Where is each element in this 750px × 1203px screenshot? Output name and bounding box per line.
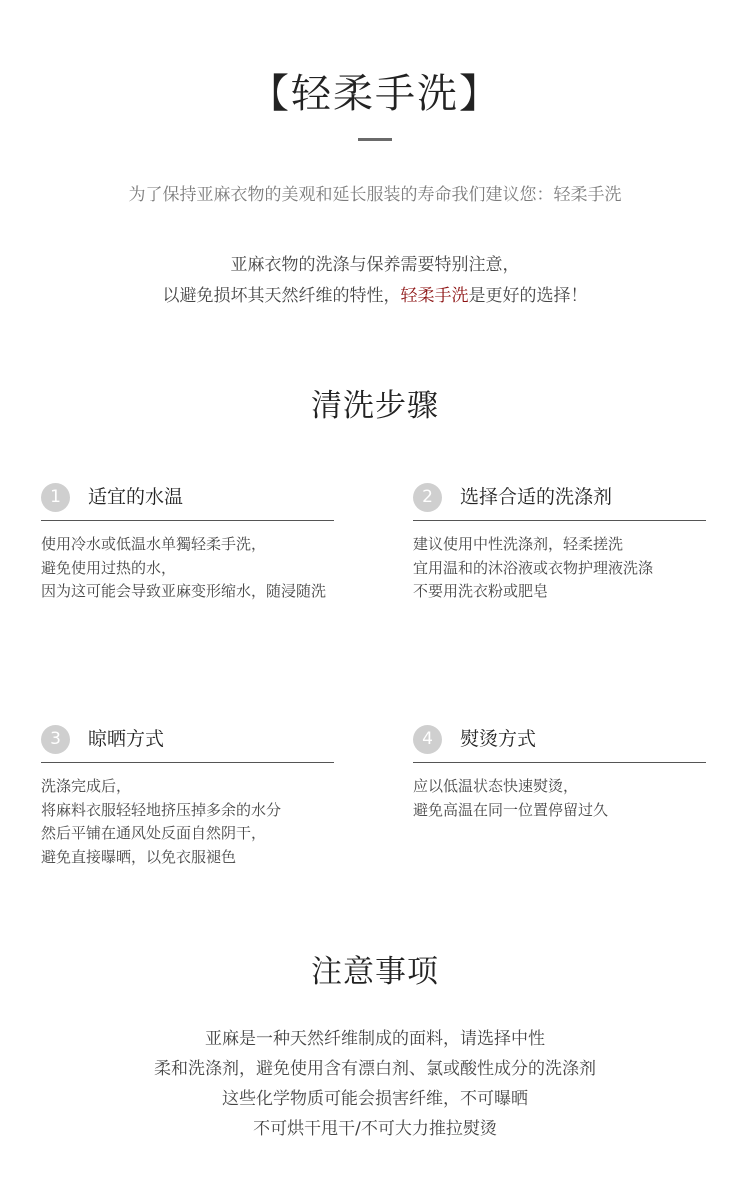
intro-highlight: 轻柔手洗 (400, 286, 469, 306)
step-line: 因为这可能会导致亚麻变形缩水，随浸随洗 (41, 582, 327, 600)
step-title: 适宜的水温 (88, 486, 184, 508)
step-description (41, 533, 334, 604)
title-divider (358, 138, 392, 141)
steps-section-title: 清洗步骤 (311, 388, 439, 424)
intro-line-2-start: 以避免损坏其天然纤维的特性， (162, 286, 401, 306)
notes-paragraph (0, 1024, 750, 1144)
intro-line-2-end: 是更好的选择！ (468, 286, 588, 306)
step-line: 宜用温和的沐浴液或衣物护理液洗涤 (413, 558, 654, 577)
intro-line-1: 亚麻衣物的洗涤与保养需要特别注意， (230, 255, 520, 275)
step-card-ironing (413, 722, 706, 822)
step-line: 将麻料衣服轻轻地挤压掉多余的水分 (41, 800, 282, 819)
step-line: 使用冷水或低温水单獨轻柔手洗， (41, 535, 267, 553)
notes-line: 不可烘干甩干/不可大力推拉熨烫 (253, 1119, 497, 1139)
page-title: 【轻柔手洗】 (249, 71, 501, 117)
step-number-badge: 3 (41, 725, 70, 754)
step-description (413, 533, 706, 604)
step-header (41, 722, 334, 763)
step-description (41, 775, 334, 869)
intro-line-2 (0, 281, 750, 312)
notes-section-title: 注意事项 (311, 954, 439, 990)
step-title: 选择合适的洗涤剂 (460, 486, 613, 508)
step-line: 然后平铺在通风处反面自然阴干， (41, 824, 267, 842)
step-card-drying (41, 722, 334, 869)
notes-line: 亚麻是一种天然纤维制成的面料，请选择中性 (205, 1029, 545, 1049)
step-number-badge: 4 (413, 725, 442, 754)
step-line: 应以低温状态快速熨烫， (413, 777, 579, 795)
step-line: 避免直接曝晒，以免衣服褪色 (41, 847, 237, 866)
step-line: 避免高温在同一位置停留过久 (413, 800, 609, 819)
step-card-water-temperature (41, 480, 334, 604)
notes-line: 柔和洗涤剂，避免使用含有漂白剂、氯或酸性成分的洗涤剂 (154, 1059, 596, 1079)
step-header (413, 722, 706, 763)
subtitle: 为了保持亚麻衣物的美观和延长服装的寿命我们建议您：轻柔手洗 (128, 185, 622, 205)
step-title: 晾晒方式 (88, 728, 165, 750)
step-number-badge: 2 (413, 483, 442, 512)
step-card-detergent (413, 480, 706, 604)
step-number-badge: 1 (41, 483, 70, 512)
step-line: 避免使用过热的水， (41, 558, 177, 577)
step-line: 不要用洗衣粉或肥皂 (413, 582, 549, 600)
step-line: 建议使用中性洗涤剂，轻柔搓洗 (413, 535, 624, 553)
intro-paragraph (0, 250, 750, 312)
step-line: 洗涤完成后， (41, 777, 132, 795)
step-header (413, 480, 706, 521)
notes-line: 这些化学物质可能会损害纤维，不可曝晒 (222, 1089, 528, 1109)
step-description (413, 775, 706, 822)
step-header (41, 480, 334, 521)
step-title: 熨烫方式 (460, 728, 537, 750)
